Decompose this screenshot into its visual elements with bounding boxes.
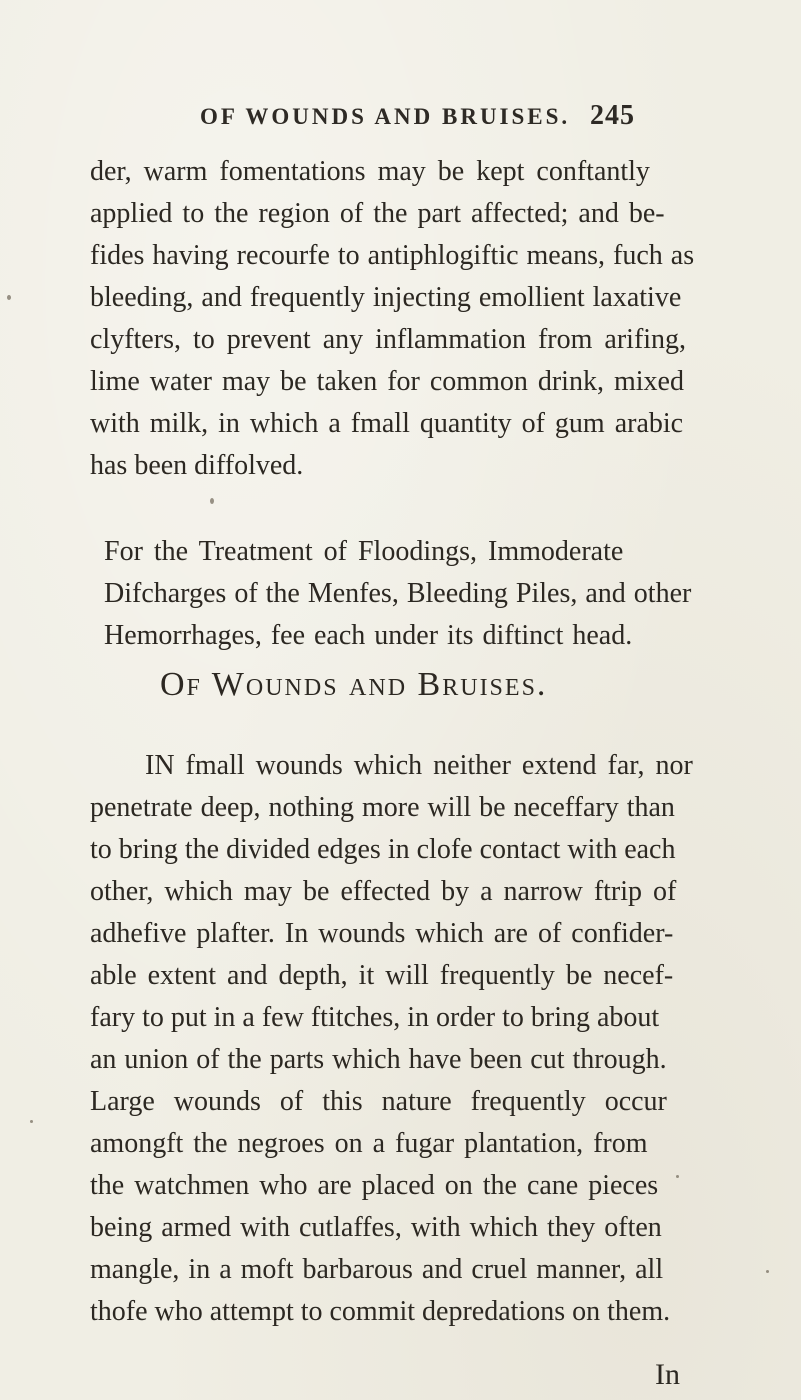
text-line: to bring the divided edges in clofe contact with each <box>90 834 676 865</box>
text-line: fides having recourfe to antiphlogiftic means, fuch as <box>90 240 695 271</box>
paper-speck <box>7 295 11 300</box>
text-line: has been diffolved. <box>90 450 304 481</box>
text-line: other, which may be effected by a narrow ftrip of <box>90 876 677 907</box>
text-line: For the Treatment of Floodings, Immoderate <box>104 536 624 567</box>
text-line: being armed with cutlaffes, with which they often <box>90 1212 662 1243</box>
text-line: able extent and depth, it will frequently be necef- <box>90 960 674 991</box>
text-line: applied to the region of the part affected; and be- <box>90 198 665 229</box>
text-line: the watchmen who are placed on the cane pieces <box>90 1170 659 1201</box>
paper-speck <box>30 1120 33 1123</box>
text-line: amongft the negroes on a fugar plantation, from <box>90 1128 648 1159</box>
paper-speck <box>210 498 214 504</box>
text-line: penetrate deep, nothing more will be neceffary than <box>90 792 675 823</box>
text-line: lime water may be taken for common drink, mixed <box>90 366 684 397</box>
text-line: with milk, in which a fmall quantity of gum arabic <box>90 408 684 439</box>
section-heading <box>160 666 547 704</box>
page-number: 245 <box>590 100 635 131</box>
text-line: der, warm fomentations may be kept conftantly <box>90 156 650 187</box>
text-line: mangle, in a moft barbarous and cruel manner, all <box>90 1254 664 1285</box>
section-heading-text: Of Wounds and Bruises. <box>160 666 548 703</box>
text-line: Large wounds of this nature frequently occur <box>90 1086 667 1117</box>
paper-speck <box>766 1270 769 1273</box>
catchword: In <box>655 1358 680 1391</box>
text-line: adhefive plafter. In wounds which are of confider- <box>90 918 674 949</box>
text-line: Hemorrhages, fee each under its diftinct head. <box>104 620 633 651</box>
text-line: thofe who attempt to commit depredations on them. <box>90 1296 671 1327</box>
text-line: fary to put in a few ftitches, in order to bring about <box>90 1002 660 1033</box>
text-line: bleeding, and frequently injecting emollient laxative <box>90 282 682 313</box>
paper-speck <box>676 1175 679 1178</box>
text-line: IN fmall wounds which neither extend far, nor <box>145 750 693 781</box>
text-line: Difcharges of the Menfes, Bleeding Piles, and other <box>104 578 692 609</box>
running-head-title: OF WOUNDS AND BRUISES. <box>200 104 571 129</box>
text-line: an union of the parts which have been cut through. <box>90 1044 667 1075</box>
text-line: clyfters, to prevent any inflammation from arifing, <box>90 324 687 355</box>
